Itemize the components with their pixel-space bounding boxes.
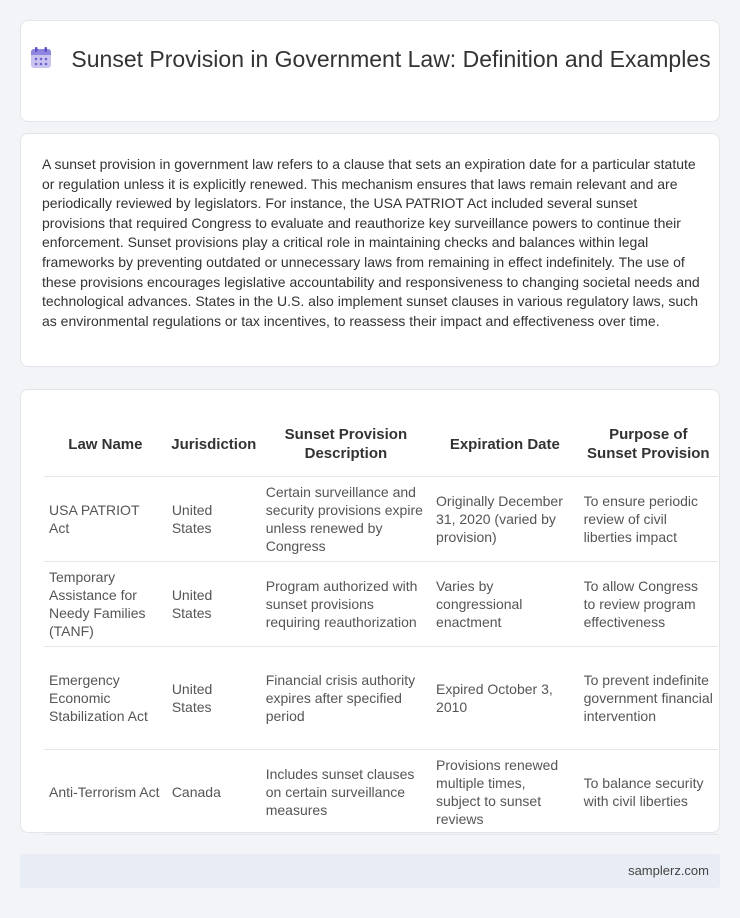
table-row	[44, 561, 718, 646]
table-cell: To prevent indefinite government financial intervention	[579, 646, 718, 749]
table-cell: Expired October 3, 2010	[431, 646, 579, 749]
table-cell: To ensure periodic review of civil liberties impact	[579, 476, 718, 561]
table-cell: Temporary Assistance for Needy Families (TANF)	[44, 561, 167, 646]
calendar-icon	[29, 46, 53, 70]
table-cell: Includes sunset clauses on certain surveillance measures	[261, 749, 431, 834]
table-cell: To balance security with civil liberties	[579, 749, 718, 834]
table-cell: To allow Congress to review program effectiveness	[579, 561, 718, 646]
column-header: Law Name	[68, 435, 143, 453]
table-cell: Program authorized with sunset provisions requiring reauthorization	[261, 561, 431, 646]
column-header: Expiration Date	[449, 435, 560, 453]
table-cell: Anti-Terrorism Act	[44, 749, 167, 834]
column-header: Jurisdiction	[171, 435, 257, 453]
table-cell: USA PATRIOT Act	[44, 476, 167, 561]
table-card	[20, 389, 720, 833]
table-cell: Certain surveillance and security provisions expire unless renewed by Congress	[261, 476, 431, 561]
table-header-row	[44, 414, 718, 476]
table-row	[44, 646, 718, 749]
column-header: Sunset Provision Description	[284, 426, 408, 462]
table-cell: Emergency Economic Stabilization Act	[44, 646, 167, 749]
footer-bar	[20, 854, 720, 888]
page-title: Sunset Provision in Government Law: Definition and Examples	[71, 46, 711, 72]
table-cell: United States	[167, 561, 261, 646]
title-card	[20, 20, 720, 122]
intro-paragraph: A sunset provision in government law refers to a clause that sets an expiration date for a particular statute or regulation unless it is explicitly renewed. This mechanism ensures that laws remain relevant and are periodically reviewed by legislators. For instance, the USA PATRIOT Act included several sunset provisions that required Congress to evaluate and reauthorize key surveillance powers to continue their enforcement. Sunset provisions play a critical role in maintaining checks and balances within legal frameworks by preventing outdated or unnecessary laws from remaining in effect indefinitely. The use of these provisions encourages legislative accountability and responsiveness to changing societal needs and technological advances. States in the U.S. also implement sunset clauses in various regulatory laws, such as environmental regulations or tax incentives, to reassess their impact and effectiveness over time.	[42, 156, 700, 329]
table-cell: Originally December 31, 2020 (varied by provision)	[431, 476, 579, 561]
footer-site-link[interactable]: samplerz.com	[628, 863, 709, 878]
table-row	[44, 749, 718, 834]
table-cell: Provisions renewed multiple times, subject to sunset reviews	[431, 749, 579, 834]
table-cell: United States	[167, 646, 261, 749]
column-header: Purpose of Sunset Provision	[587, 426, 710, 462]
table-cell: Financial crisis authority expires after specified period	[261, 646, 431, 749]
table-cell: Canada	[167, 749, 261, 834]
table-cell: Varies by congressional enactment	[431, 561, 579, 646]
intro-card	[20, 133, 720, 367]
table-row	[44, 476, 718, 561]
table-cell: United States	[167, 476, 261, 561]
page-title-wrap	[21, 45, 719, 74]
sunset-provisions-table	[44, 414, 718, 835]
